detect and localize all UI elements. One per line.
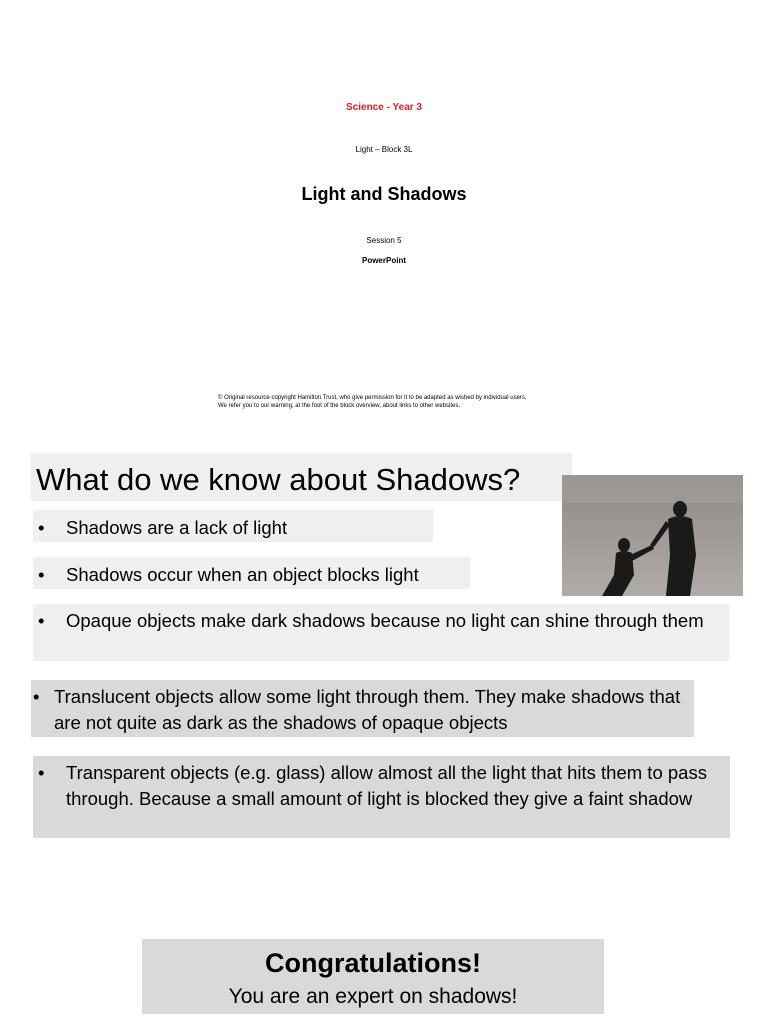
point-text: Transparent objects (e.g. glass) allow almost all the light that hits them to pass through. Because a small amount of light is blocked they give a faint shadow <box>66 762 707 809</box>
bullet-icon: • <box>38 762 45 783</box>
shadow-photo-icon <box>562 475 743 596</box>
block-label: Light – Block 3L <box>355 145 413 154</box>
list-item <box>38 760 724 812</box>
bullet-icon: • <box>33 686 40 707</box>
slide-heading: What do we know about Shadows? <box>36 462 521 497</box>
bullet-icon: • <box>38 564 45 585</box>
copyright-line-1: © Original resource copyright Hamilton Trust, who give permission for it to be adapted as wished by individual users. <box>218 395 527 401</box>
list-item <box>38 608 724 634</box>
point-text: Translucent objects allow some light through them. They make shadows that are not quite as dark as the shadows of opaque objects <box>54 686 681 733</box>
subject-label: Science - Year 3 <box>346 102 422 113</box>
session-label: Session 5 <box>366 236 402 245</box>
congrats-box <box>142 939 604 1014</box>
point-text: Opaque objects make dark shadows because no light can shine through them <box>66 610 704 631</box>
point-text: Shadows are a lack of light <box>66 517 288 538</box>
point-text: Shadows occur when an object blocks light <box>66 564 419 585</box>
bullet-icon: • <box>38 610 45 631</box>
list-item <box>38 515 428 541</box>
copyright-line-2: We refer you to our warning, at the foot of the block overview, about links to other websites. <box>218 403 461 409</box>
list-item <box>33 684 691 736</box>
copyright-notice <box>218 394 578 410</box>
list-item <box>38 562 468 588</box>
congrats-title: Congratulations! <box>265 948 481 978</box>
congrats-subtitle: You are an expert on shadows! <box>228 985 518 1008</box>
page-title: Light and Shadows <box>301 184 467 204</box>
format-label: PowerPoint <box>361 256 406 265</box>
bullet-icon: • <box>38 517 45 538</box>
